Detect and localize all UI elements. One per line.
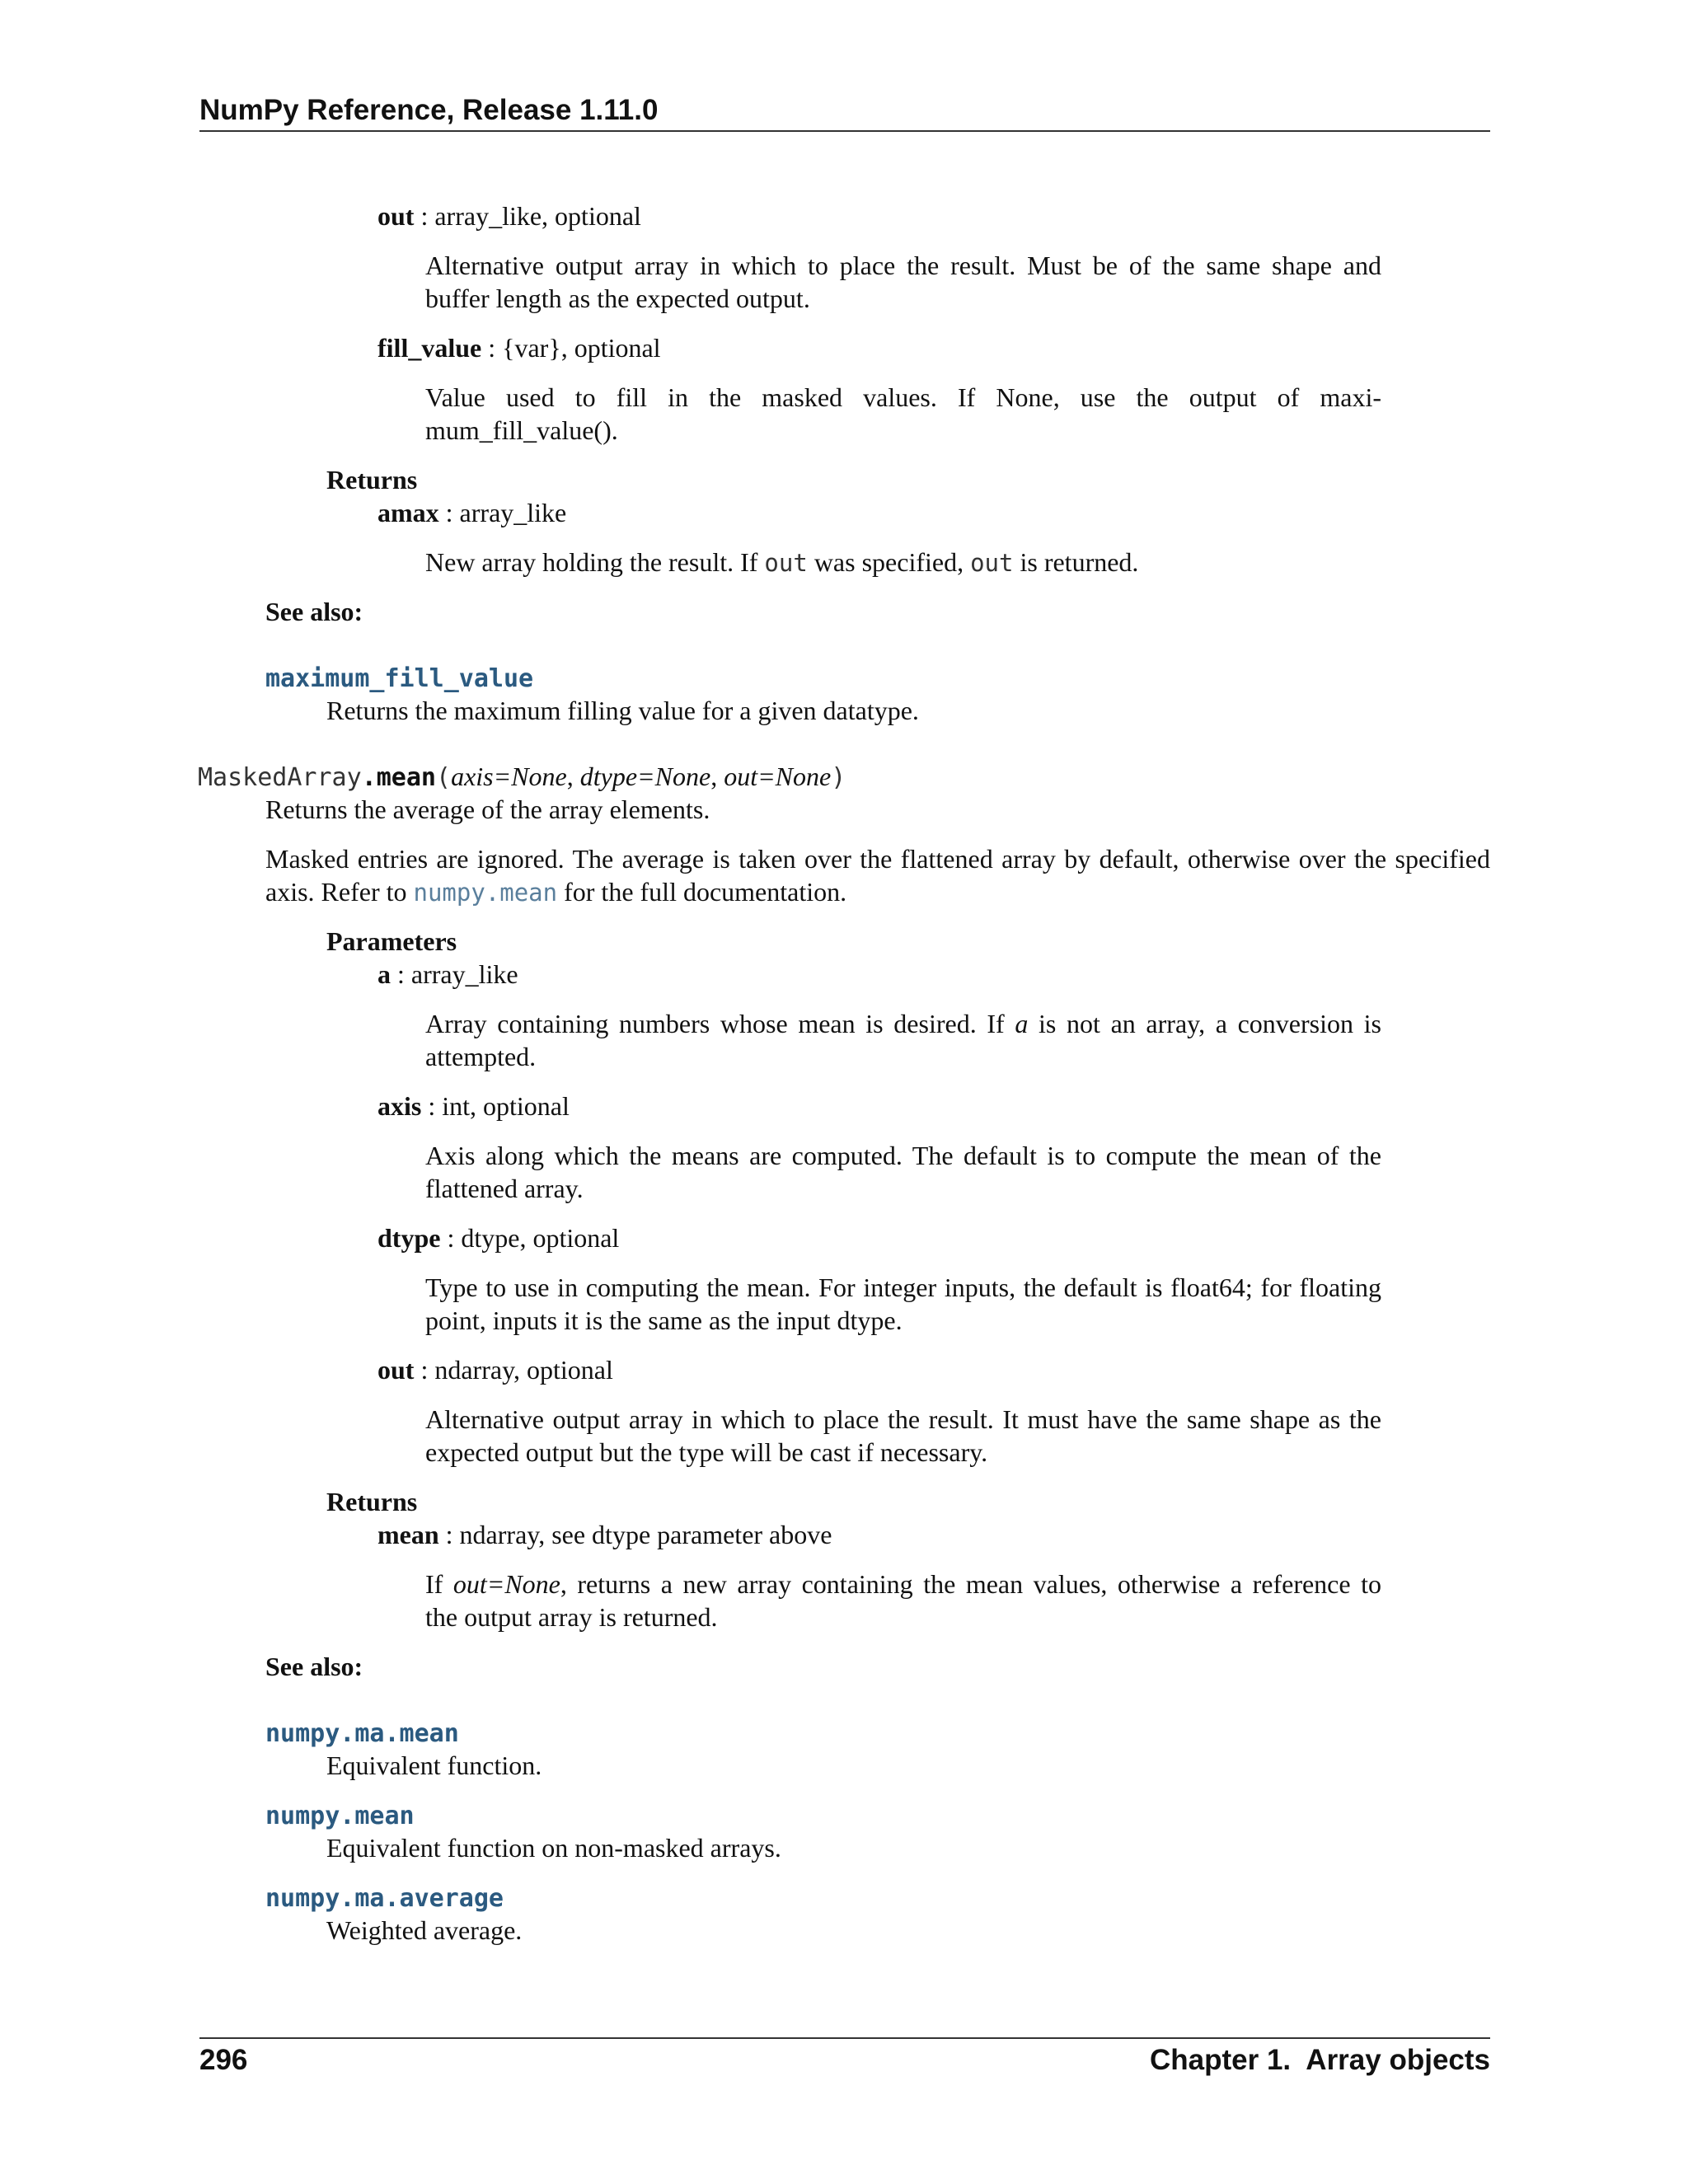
function-desc-line-2: axis. Refer to numpy.mean for the full documentation.: [265, 877, 847, 907]
return-type: : ndarray, see dtype parameter above: [438, 1520, 832, 1549]
inline-code: out: [970, 549, 1014, 577]
param-type: : {var}, optional: [481, 333, 661, 363]
function-signature: MaskedArray.mean(axis=None, dtype=None, out=None): [198, 762, 846, 792]
param-name: a: [377, 959, 391, 989]
function-desc-line-1: Masked entries are ignored. The average is taken over the flattened array by default, otherwise over the specified: [265, 844, 1490, 874]
param-axis-desc-line-2: flattened array.: [425, 1174, 584, 1203]
function-summary: Returns the average of the array elements.: [265, 794, 710, 824]
return-mean-desc-line-2: the output array is returned.: [425, 1602, 718, 1632]
return-amax-desc: New array holding the result. If out was specified, out is returned.: [425, 547, 1139, 577]
param-fill-desc-line-1: Value used to fill in the masked values. If None, use the output of maxi-: [425, 382, 1381, 412]
signature-arg: axis=None: [451, 762, 567, 791]
return-amax: [377, 496, 566, 529]
parameters-heading: Parameters: [326, 926, 457, 956]
see-also-heading: See also:: [265, 1652, 363, 1681]
return-mean-desc-line-1: If out=None, returns a new array containing the mean values, otherwise a reference to: [425, 1569, 1382, 1599]
param-name: axis: [377, 1091, 422, 1121]
param-a-desc-line-1: Array containing numbers whose mean is desired. If a is not an array, a conversion is: [425, 1009, 1382, 1038]
inline-link-numpy-mean[interactable]: numpy.mean: [413, 879, 558, 907]
footer-rule: [199, 2037, 1490, 2039]
param-axis-desc-line-1: Axis along which the means are computed. The default is to compute the mean of the: [425, 1141, 1381, 1170]
param-dtype-desc-line-1: Type to use in computing the mean. For integer inputs, the default is float64; for floating: [425, 1272, 1381, 1302]
param-name: out: [377, 1355, 415, 1385]
xref-link-maximum-fill-value[interactable]: maximum_fill_value: [265, 664, 534, 693]
param-type: : dtype, optional: [440, 1223, 620, 1253]
xref-link-numpy-mean[interactable]: numpy.mean: [265, 1802, 415, 1830]
param-type: : array_like, optional: [414, 201, 641, 231]
see-also-heading: See also:: [265, 597, 363, 626]
xref-link-numpy-ma-average[interactable]: numpy.ma.average: [265, 1884, 504, 1913]
param-out-desc-line-2: expected output but the type will be cast if necessary.: [425, 1437, 988, 1467]
xref-link-numpy-ma-mean[interactable]: numpy.ma.mean: [265, 1719, 459, 1748]
return-name: amax: [377, 498, 439, 527]
param-dtype: [377, 1221, 619, 1254]
param-out: [377, 1353, 613, 1386]
page-number: 296: [199, 2044, 248, 2076]
returns-heading: Returns: [326, 465, 418, 494]
chapter-title: Chapter 1. Array objects: [1149, 2044, 1490, 2076]
signature-name: .mean: [361, 763, 436, 792]
xref-desc: Weighted average.: [326, 1915, 523, 1945]
return-type: : array_like: [438, 498, 567, 527]
param-a: [377, 958, 518, 991]
param-axis: [377, 1090, 570, 1122]
param-type: : int, optional: [421, 1091, 570, 1121]
param-type: : ndarray, optional: [414, 1355, 613, 1385]
param-out-desc-line-1: Alternative output array in which to place the result. Must be of the same shape and: [425, 251, 1381, 280]
signature-arg: out=None: [724, 762, 832, 791]
inline-code: out: [764, 549, 808, 577]
xref-desc: Equivalent function on non-masked arrays.: [326, 1833, 781, 1863]
param-out: [377, 199, 641, 232]
param-name: dtype: [377, 1223, 441, 1253]
signature-arg: dtype=None: [579, 762, 711, 791]
page-header-title: NumPy Reference, Release 1.11.0: [199, 94, 659, 126]
signature-class: MaskedArray: [198, 763, 362, 792]
param-name: out: [377, 201, 415, 231]
param-name: fill_value: [377, 333, 482, 363]
param-fill-value: [377, 331, 661, 364]
param-a-desc-line-2: attempted.: [425, 1042, 537, 1071]
param-type: : array_like: [391, 959, 518, 989]
param-fill-desc-line-2: mum_fill_value().: [425, 415, 618, 445]
returns-heading: Returns: [326, 1487, 418, 1516]
param-dtype-desc-line-2: point, inputs it is the same as the input dtype.: [425, 1305, 903, 1335]
param-out-desc-line-1: Alternative output array in which to place the result. It must have the same shape as the: [425, 1404, 1381, 1434]
param-out-desc-line-2: buffer length as the expected output.: [425, 284, 810, 313]
xref-desc: Returns the maximum filling value for a given datatype.: [326, 696, 919, 725]
return-mean: [377, 1518, 832, 1551]
header-rule: [199, 130, 1490, 132]
xref-desc: Equivalent function.: [326, 1750, 542, 1780]
return-name: mean: [377, 1520, 439, 1549]
